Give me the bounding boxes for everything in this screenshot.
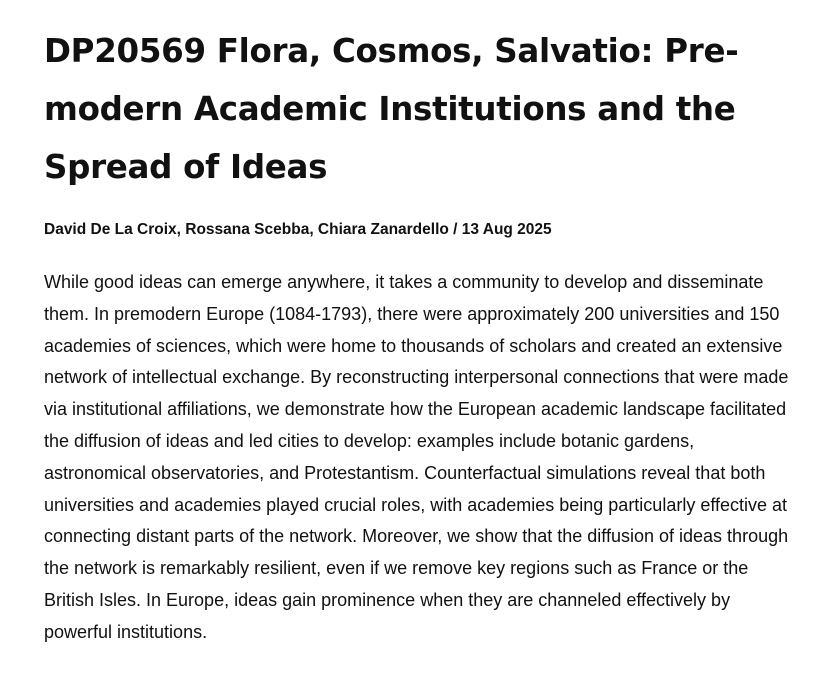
paper-page [44,22,794,667]
abstract-text: While good ideas can emerge anywhere, it takes a community to develop and disseminate them. In premodern Europe (1084-1793), there were approximately 200 universities and 150 academies of sciences, which were home to thousands of scholars and created an extensive network of intellectual exchange. By reconstructing interpersonal connections that were made via institutional affiliations, we demonstrate how the European academic landscape facilitated the diffusion of ideas and led cities to develop: examples include botanic gardens, astronomical observatories, and Protestantism. Counterfactual simulations reveal that both universities and academies played crucial roles, with academies being particularly effective at connecting distant parts of the network. Moreover, we show that the diffusion of ideas through the network is remarkably resilient, even if we remove key regions such as France or the British Isles. In Europe, ideas gain prominence when they are channeled effectively by powerful institutions. [44,272,789,642]
paper-title: DP20569 Flora, Cosmos, Salvatio: Pre-modern Academic Institutions and the Spread of Ideas [44,32,739,186]
authors-date-byline: David De La Croix, Rossana Scebba, Chiara Zanardello / 13 Aug 2025 [44,221,552,238]
